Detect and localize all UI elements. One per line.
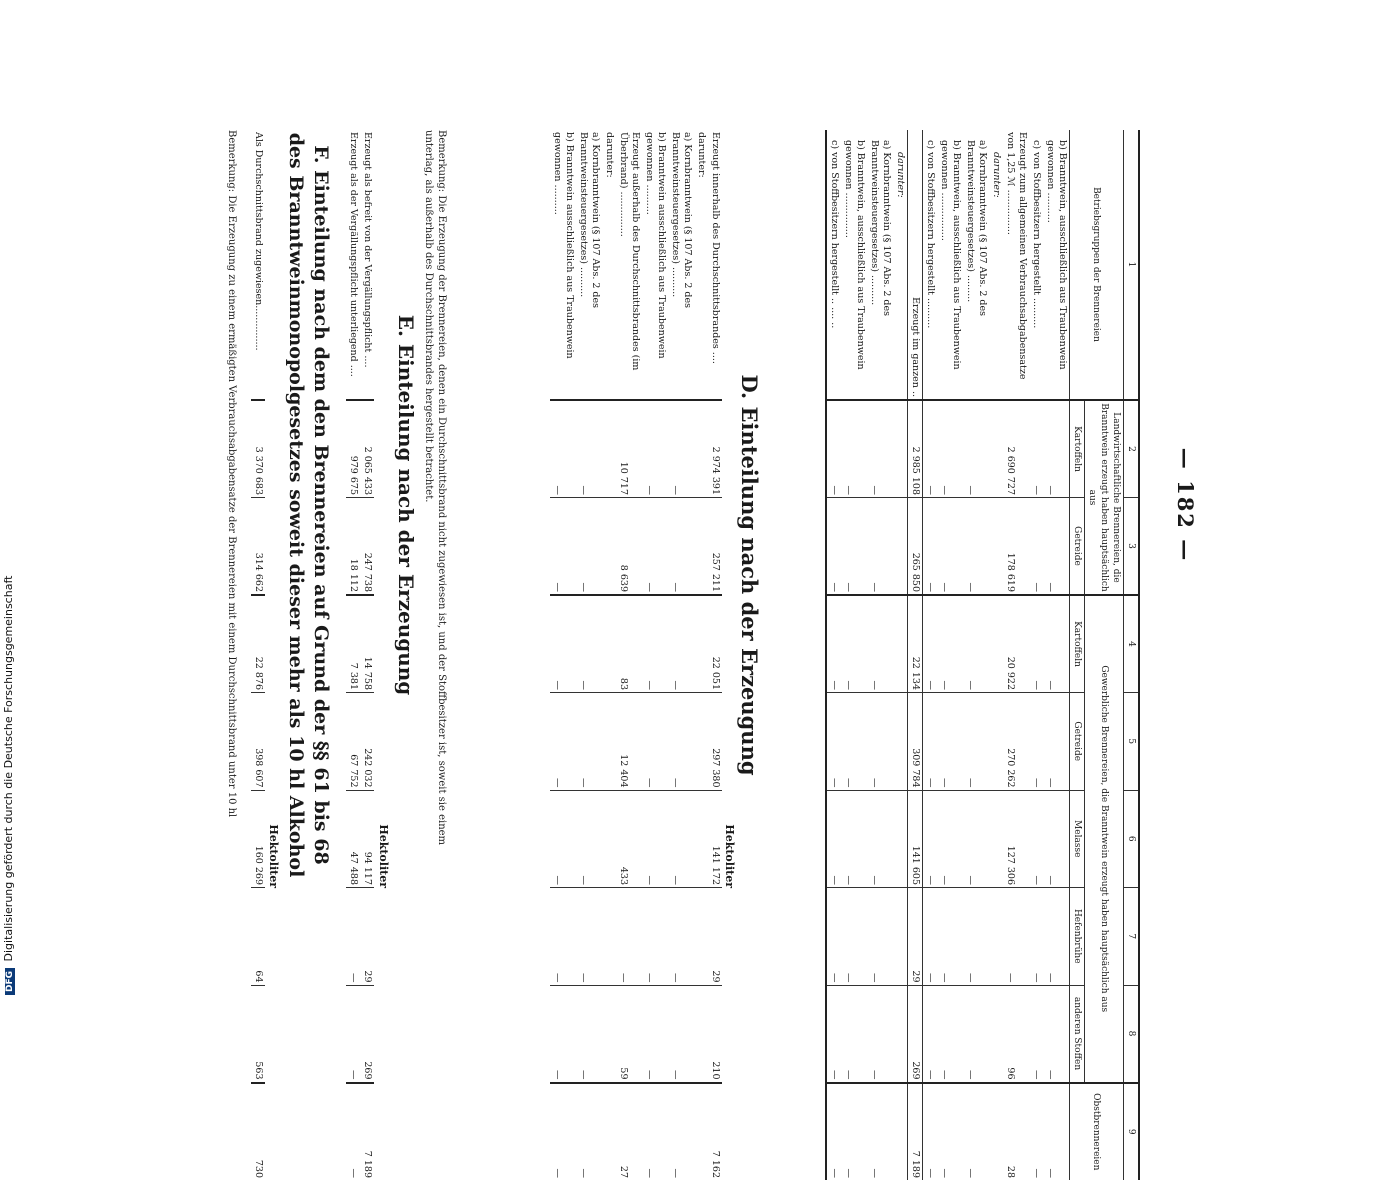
table-cell: 94 117 [360,790,374,888]
row-label: b) Branntwein ausschließlich aus Traubenwein gewonnen .......... [642,130,668,400]
table-cell: — [642,790,668,888]
table-cell: — [867,498,893,596]
rotated-document-page [100,110,1210,900]
table-cell [694,888,708,986]
row-label: c) von Stoffbesitzern hergestellt .. .... .. [826,130,841,400]
table-cell: — [550,400,576,498]
row-label: Erzeugt außerhalb des Durchschnittsbrandes (im Überbrand) ............... [616,130,642,400]
col-number: 1 [1124,130,1140,400]
table-cell: 29 [908,888,923,986]
table-cell: — [642,498,668,596]
table-cell: — [550,985,576,1083]
row-label: a) Kornbranntwein (§ 107 Abs. 2 des Branntweinsteuergesetzes) .......... [576,130,602,400]
column-header: anderen Stoffen [1070,985,1085,1083]
table-cell: — [937,693,963,791]
row-label-header: Betriebsgruppen der Brennereien [1070,130,1124,400]
margin-credit-text: Digitalisierung gefördert durch die Deutsche Forschungsgemeinschaft [2,576,15,962]
table-cell: — [841,790,867,888]
section-f-note: Bemerkung: Die Erzeugung zu einem ermäßigten Verbrauchsabgabensatze der Brennereien mit einem Durchschnittsbrand unter 10 hl [225,130,238,860]
col-number: 8 [1124,985,1140,1083]
table-cell: — [826,693,841,791]
table-row [602,130,616,1180]
col-number: 2 [1124,400,1140,498]
table-row [1003,130,1029,1180]
col-number: 7 [1124,888,1140,986]
table-cell: — [937,985,963,1083]
table-cell: — [576,790,602,888]
col-number: 4 [1124,595,1140,693]
table-cell: — [826,595,841,693]
table-cell [893,888,908,986]
table-cell: — [1003,888,1029,986]
col-number: 3 [1124,498,1140,596]
table-cell: — [668,985,694,1083]
table-cell: — [963,498,989,596]
table-cell: — [1043,985,1070,1083]
table-cell [989,1083,1003,1180]
column-header: Getreide [1070,693,1085,791]
table-cell: — [642,595,668,693]
table-cell: — [550,888,576,986]
table-cell: — [1043,888,1070,986]
table-cell: — [923,1083,938,1180]
table-cell: — [923,400,938,498]
table-cell [893,400,908,498]
table-cell: — [937,1083,963,1180]
table-row [616,130,642,1180]
section-e-table [346,130,374,1180]
table-cell [989,595,1003,693]
table-cell: — [668,498,694,596]
table-cell: — [1029,1083,1043,1180]
table-cell: — [346,985,360,1083]
table-row [708,130,722,1180]
table-row [893,130,908,1180]
section-f-title: F. Einteilung nach dem den Brennereien auf Grund der §§ 61 bis 68 des Branntweinmonopolgesetzes soweit dieser mehr als 10 hl Alkohol [283,130,333,880]
row-label: b) Branntwein, ausschließlich aus Traubenwein gewonnen ................ [937,130,963,400]
table-cell: 160 269 [251,790,265,888]
table-cell: 29 [360,888,374,986]
margin-credit [2,355,15,995]
table-cell [893,498,908,596]
row-label: a) Kornbranntwein (§ 107 Abs. 2 des Branntweinsteuergesetzes) .......... [668,130,694,400]
table-cell: — [923,498,938,596]
column-header: Kartoffeln [1070,400,1085,498]
table-cell: 29 [708,888,722,986]
section-d-unit: Hektoliter [723,824,736,888]
table-cell: 22 876 [251,595,265,693]
table-cell: — [923,985,938,1083]
row-label: Erzeugt innerhalb des Durchschnittsbrandes .... [708,130,722,400]
table-cell: — [1043,1083,1070,1180]
section-d-note: Bemerkung: Die Erzeugung der Brennereien, denen ein Durchschnittsbrand nicht zugewiesen ist, und der Stoffbesitzer ist, soweit sie einem unterlag, als außerhalb des Durchschnittsbrandes hergestellt betrachtet. [422,130,448,860]
row-label: Als Durchschnittsbrand zugewiesen............... [251,130,265,400]
table-cell: 8 639 [616,498,642,596]
table-cell: — [1029,595,1043,693]
row-label: a) Kornbranntwein (§ 107 Abs. 2 des Branntweinsteuergesetzes) .......... [867,130,893,400]
table-cell: 2 065 433 [360,400,374,498]
table-cell [602,498,616,596]
table-cell: — [841,400,867,498]
table-cell: — [937,888,963,986]
table-cell: — [1029,498,1043,596]
table-cell: 210 [708,985,722,1083]
table-row [251,130,265,1180]
table-row [826,130,841,1180]
table-cell: — [826,790,841,888]
table-cell: — [937,498,963,596]
section-f-table-body [251,130,265,1180]
table-cell: — [550,595,576,693]
table-cell: — [826,400,841,498]
row-label: Erzeugt im ganzen .. [908,130,923,400]
table-cell: 2 974 391 [708,400,722,498]
table-cell: — [642,888,668,986]
table-cell: — [963,1083,989,1180]
table-row [1029,130,1043,1180]
table-cell: 96 [1003,985,1029,1083]
table-cell: 141 172 [708,790,722,888]
table-cell: 309 784 [908,693,923,791]
table-row [694,130,708,1180]
table-cell: — [937,595,963,693]
table-row [841,130,867,1180]
table-cell [989,400,1003,498]
table-cell: — [346,1083,360,1180]
table-row [668,130,694,1180]
col-number: 9 [1124,1083,1140,1180]
table-cell: 398 607 [251,693,265,791]
table-row [346,130,360,1180]
table-cell: 22 051 [708,595,722,693]
table-cell: — [550,498,576,596]
table-cell [893,790,908,888]
table-row [867,130,893,1180]
table-cell: — [841,985,867,1083]
section-f-unit: Hektoliter [267,824,280,888]
table-cell: — [668,888,694,986]
table-cell: 83 [616,595,642,693]
column-number-row [1124,130,1140,1180]
fruit-distillery-header: Obstbrennereien [1070,1083,1124,1180]
table-cell: — [937,400,963,498]
production-table-body [826,130,1070,1180]
section-d-table-body [550,130,722,1180]
table-cell: — [1043,790,1070,888]
table-cell: — [1029,693,1043,791]
table-cell: 563 [251,985,265,1083]
table-cell: 22 134 [908,595,923,693]
section-d-title: D. Einteilung nach der Erzeugung [737,250,762,900]
table-cell: 979 675 [346,400,360,498]
table-cell: 433 [616,790,642,888]
table-cell: — [867,1083,893,1180]
table-cell: — [963,888,989,986]
table-cell: — [867,888,893,986]
section-d-table [550,130,722,1180]
table-row [550,130,576,1180]
table-cell [602,595,616,693]
table-row [989,130,1003,1180]
row-label: Erzeugt zum allgemeinen Verbrauchsabgabensatze von 1,25 ℳ ............... [1003,130,1029,400]
table-row [963,130,989,1180]
table-cell: — [1043,400,1070,498]
table-cell: 3 370 683 [251,400,265,498]
table-cell: — [346,888,360,986]
row-label: c) von Stoffbesitzern hergestellt .......... [923,130,938,400]
table-cell: 247 738 [360,498,374,596]
table-cell: 178 619 [1003,498,1029,596]
table-row [908,130,923,1180]
table-cell: — [867,790,893,888]
table-cell: — [841,1083,867,1180]
table-cell: — [1029,400,1043,498]
agricultural-group-header: Landwirtschaftliche Brennereien, die Branntwein erzeugt haben hauptsächlich aus [1085,400,1124,595]
table-cell: 2 690 727 [1003,400,1029,498]
table-cell [893,1083,908,1180]
table-cell: — [616,888,642,986]
table-cell: — [923,790,938,888]
page-number: — 182 — [1173,110,1198,900]
table-cell: 314 662 [251,498,265,596]
table-cell: — [923,888,938,986]
table-cell: — [576,400,602,498]
table-cell: 269 [360,985,374,1083]
table-cell: — [642,400,668,498]
group-header-row [1085,130,1124,1180]
table-cell: — [867,400,893,498]
table-cell [989,790,1003,888]
row-label: darunter: [694,130,708,400]
table-cell: 7 162 [708,1083,722,1180]
table-cell: 14 758 [360,595,374,693]
table-row [937,130,963,1180]
row-label: darunter: [893,130,908,400]
table-cell: — [550,1083,576,1180]
table-cell: — [826,1083,841,1180]
row-label: c) von Stoffbesitzern hergestellt .......... [1029,130,1043,400]
table-cell [989,498,1003,596]
table-cell: — [668,400,694,498]
commercial-group-header: Gewerbliche Brennereien, die Branntwein erzeugt haben hauptsächlich aus [1085,595,1124,1083]
column-header: Getreide [1070,498,1085,596]
table-row [1043,130,1070,1180]
table-cell [989,888,1003,986]
table-cell: — [1043,693,1070,791]
table-cell: 7 189 [908,1083,923,1180]
table-cell: 10 717 [616,400,642,498]
table-cell: — [668,595,694,693]
table-cell: — [826,985,841,1083]
table-cell: 64 [251,888,265,986]
table-cell [694,595,708,693]
table-cell: 27 [616,1083,642,1180]
table-cell: — [576,888,602,986]
table-cell [694,400,708,498]
table-cell [893,693,908,791]
table-cell: — [963,400,989,498]
table-cell: 2 985 108 [908,400,923,498]
table-cell [602,1083,616,1180]
table-cell [602,400,616,498]
table-cell: — [576,693,602,791]
table-cell: 730 [251,1083,265,1180]
table-cell: 127 306 [1003,790,1029,888]
table-cell: — [1029,985,1043,1083]
row-label: a) Kornbranntwein (§ 107 Abs. 2 des Branntweinsteuergesetzes) ......... [963,130,989,400]
table-cell: 269 [908,985,923,1083]
table-cell: — [642,985,668,1083]
table-cell: — [963,595,989,693]
table-cell: — [826,498,841,596]
row-label: Erzeugt als der Vergällungspflicht unterliegend .... [346,130,360,400]
table-cell: — [668,790,694,888]
table-cell: 18 112 [346,498,360,596]
table-cell: 257 211 [708,498,722,596]
row-label: b) Branntwein, ausschließlich aus Traubenwein gewonnen ............... [841,130,867,400]
table-cell: — [841,693,867,791]
table-cell: — [923,595,938,693]
production-table [825,130,1140,1180]
section-e-table-body [346,130,374,1180]
table-cell: — [576,498,602,596]
table-cell: 265 850 [908,498,923,596]
dfg-logo: DFG [5,968,15,995]
table-cell [602,888,616,986]
table-cell [602,693,616,791]
table-cell: — [576,595,602,693]
table-cell: — [642,1083,668,1180]
table-row [360,130,374,1180]
table-cell: — [668,1083,694,1180]
table-cell [989,693,1003,791]
column-header: Kartoffeln [1070,595,1085,693]
table-cell: — [642,693,668,791]
table-cell: 297 380 [708,693,722,791]
table-row [576,130,602,1180]
table-cell: 67 752 [346,693,360,791]
table-cell: — [841,498,867,596]
table-cell: — [1029,888,1043,986]
table-cell: — [867,595,893,693]
table-cell: 59 [616,985,642,1083]
table-cell: — [1043,498,1070,596]
row-label: b) Branntwein ausschließlich aus Traubenwein gewonnen .......... [550,130,576,400]
table-cell: — [923,693,938,791]
table-cell: — [867,693,893,791]
table-cell: 270 262 [1003,693,1029,791]
table-cell: — [963,985,989,1083]
section-e-title: E. Einteilung nach der Erzeugung [394,110,418,900]
table-cell: 47 488 [346,790,360,888]
table-row [642,130,668,1180]
column-header: Hefenbrühe [1070,888,1085,986]
table-cell: — [937,790,963,888]
table-cell: — [826,888,841,986]
table-cell: — [841,888,867,986]
table-cell: 12 404 [616,693,642,791]
table-row [923,130,938,1180]
row-label: b) Branntwein, ausschließlich aus Traubenwein gewonnen .......... [1043,130,1070,400]
table-cell: — [963,693,989,791]
table-cell: — [550,693,576,791]
table-cell [602,790,616,888]
table-cell: — [841,595,867,693]
col-number: 6 [1124,790,1140,888]
table-cell: — [668,693,694,791]
table-cell: — [576,985,602,1083]
table-cell [694,498,708,596]
table-cell: — [1029,790,1043,888]
col-number: 5 [1124,693,1140,791]
table-cell [694,790,708,888]
table-cell [694,1083,708,1180]
row-label: darunter: [989,130,1003,400]
table-cell: — [1043,595,1070,693]
section-e-unit: Hektoliter [377,824,390,888]
column-header: Melasse [1070,790,1085,888]
section-f-table [251,130,265,1180]
row-label: Erzeugt als befreit von der Vergällungspflicht .... [360,130,374,400]
table-cell: — [867,985,893,1083]
table-cell: 28 [1003,1083,1029,1180]
table-cell: 20 922 [1003,595,1029,693]
table-cell: 7 381 [346,595,360,693]
row-label: darunter: [602,130,616,400]
table-cell: — [963,790,989,888]
table-cell: — [576,1083,602,1180]
table-cell [893,595,908,693]
table-cell: 141 605 [908,790,923,888]
table-cell: 242 032 [360,693,374,791]
table-cell [694,693,708,791]
table-cell: 7 189 [360,1083,374,1180]
table-cell: — [550,790,576,888]
